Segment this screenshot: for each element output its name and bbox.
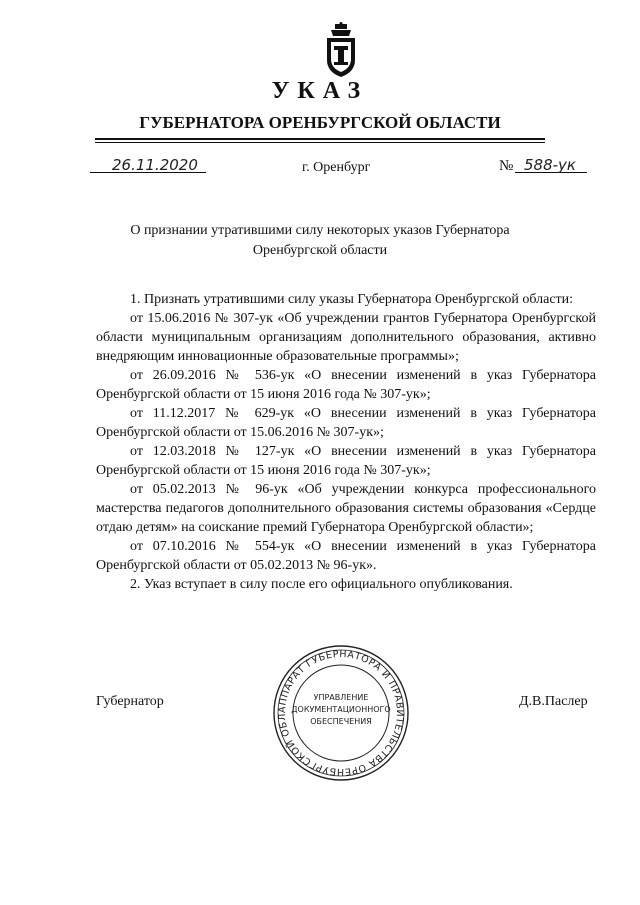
paragraph: от 15.06.2016 № 307-ук «Об учреждении грантов Губернатора Оренбургской области муниципальным организациям дополнительного образования, активно внедряющим инновационные образовательные программы»; xyxy=(96,311,596,364)
coat-of-arms-icon xyxy=(322,22,360,78)
document-heading: О признании утратившими силу некоторых указов Губернатора Оренбургской области xyxy=(130,223,510,258)
signatory-name: Д.В.Паслер xyxy=(519,694,588,709)
signatory-position: Губернатор xyxy=(96,694,164,709)
paragraph: от 26.09.2016 № 536-ук «О внесении изменений в указ Губернатора Оренбургской области от 15 июня 2016 года № 307-ук»; xyxy=(96,368,596,402)
document-city: г. Оренбург xyxy=(302,160,371,175)
document-body xyxy=(96,290,596,594)
seal-ring-text: АППАРАТ ГУБЕРНАТОРА И ПРАВИТЕЛЬСТВА ОРЕНБУРГСКОЙ ОБЛ xyxy=(276,648,406,778)
number-label: № xyxy=(499,158,514,174)
paragraph: 2. Указ вступает в силу после его официального опубликования. xyxy=(130,577,513,592)
document-subtitle: ГУБЕРНАТОРА ОРЕНБУРГСКОЙ ОБЛАСТИ xyxy=(139,113,501,132)
seal-line: ОБЕСПЕЧЕНИЯ xyxy=(310,717,372,726)
document-title: УКАЗ xyxy=(271,78,369,104)
seal-line: ДОКУМЕНТАЦИОННОГО xyxy=(291,705,391,714)
document-date: 26.11.2020 xyxy=(112,156,198,174)
paragraph: от 05.02.2013 № 96-ук «Об учреждении конкурса профессионального мастерства педагогов дополнительного образования системы образования «Сердце отдаю детям» на соискание премий Губернатора Оренбургской области»; xyxy=(96,482,596,535)
paragraph: от 07.10.2016 № 554-ук «О внесении изменений в указ Губернатора Оренбургской области от 05.02.2013 № 96-ук». xyxy=(96,539,596,573)
paragraph: от 11.12.2017 № 629-ук «О внесении изменений в указ Губернатора Оренбургской области от 15.06.2016 № 307-ук»; xyxy=(96,406,596,440)
seal-line: УПРАВЛЕНИЕ xyxy=(313,693,369,702)
document-number: 588-ук xyxy=(524,156,576,174)
header-rule-thin xyxy=(95,142,545,143)
paragraph: 1. Признать утратившими силу указы Губернатора Оренбургской области: xyxy=(130,292,574,307)
official-seal xyxy=(272,644,410,782)
paragraph: от 12.03.2018 № 127-ук «О внесении изменений в указ Губернатора Оренбургской области от 15 июня 2016 года № 307-ук»; xyxy=(96,444,596,478)
header-rule xyxy=(95,138,545,140)
